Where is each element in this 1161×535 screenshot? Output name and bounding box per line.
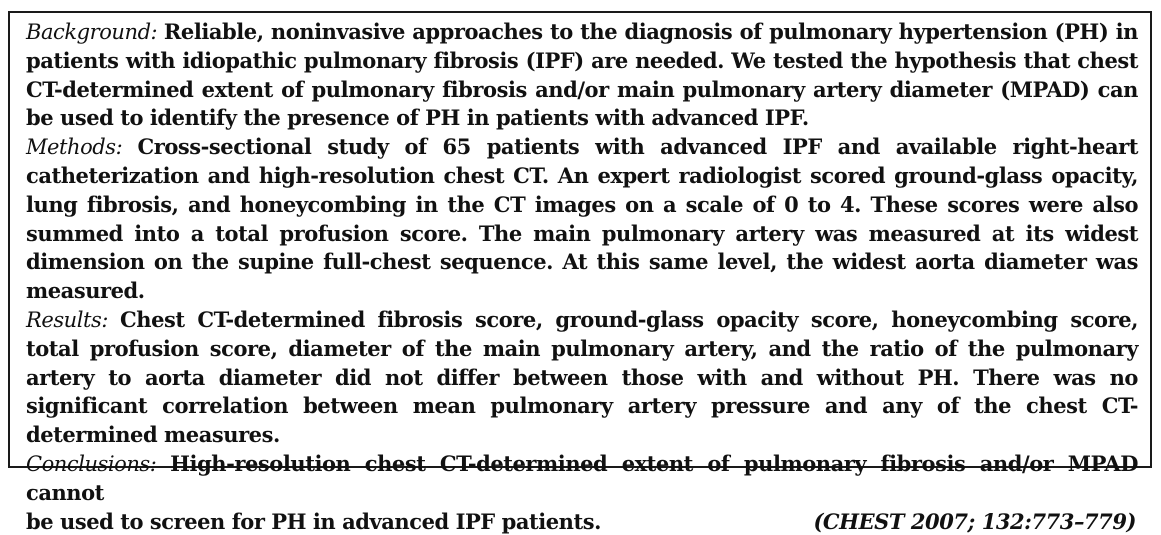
results-section	[26, 306, 1138, 450]
conclusions-section	[26, 450, 1138, 535]
background-heading: Background:	[26, 20, 158, 44]
results-text: Chest CT-determined fibrosis score, ground-glass opacity score, honeycombing score, total profusion score, diameter of the main pulmonary artery, and the ratio of the pulmonary artery to aorta diameter did not differ between those with and without PH. There was no significant correlation between mean pulmonary artery pressure and any of the chest CT-determined measures.	[26, 306, 1138, 448]
conclusions-heading: Conclusions:	[26, 451, 157, 476]
conclusions-last-line	[26, 508, 1138, 535]
methods-text: Cross-sectional study of 65 patients with advanced IPF and available right-heart catheterization and high-resolution chest CT. An expert radiologist scored ground-glass opacity, lung fibrosis, and honeycombing in the CT images on a scale of 0 to 4. These scores were also summed into a total profusion score. The main pulmonary artery was measured at its widest dimension on the supine full-chest sequence. At this same level, the widest aorta diameter was measured.	[26, 134, 1138, 304]
conclusions-text-line2: be used to screen for PH in advanced IPF patients.	[26, 508, 601, 534]
methods-section	[26, 133, 1138, 306]
conclusions-first-line	[26, 450, 1138, 508]
abstract-box	[8, 11, 1152, 534]
methods-heading: Methods:	[26, 135, 123, 160]
results-heading: Results:	[26, 307, 108, 332]
citation: (CHEST 2007; 132:773–779)	[813, 508, 1136, 534]
background-section	[26, 18, 1138, 133]
conclusions-text-line1: High-resolution chest CT-determined extent of pulmonary fibrosis and/or MPAD cannot	[26, 450, 1138, 505]
background-text: Reliable, noninvasive approaches to the diagnosis of pulmonary hypertension (PH) in patients with idiopathic pulmonary fibrosis (IPF) are needed. We tested the hypothesis that chest CT-determined extent of pulmonary fibrosis and/or main pulmonary artery diameter (MPAD) can be used to identify the presence of PH in patients with advanced IPF.	[26, 19, 1138, 131]
